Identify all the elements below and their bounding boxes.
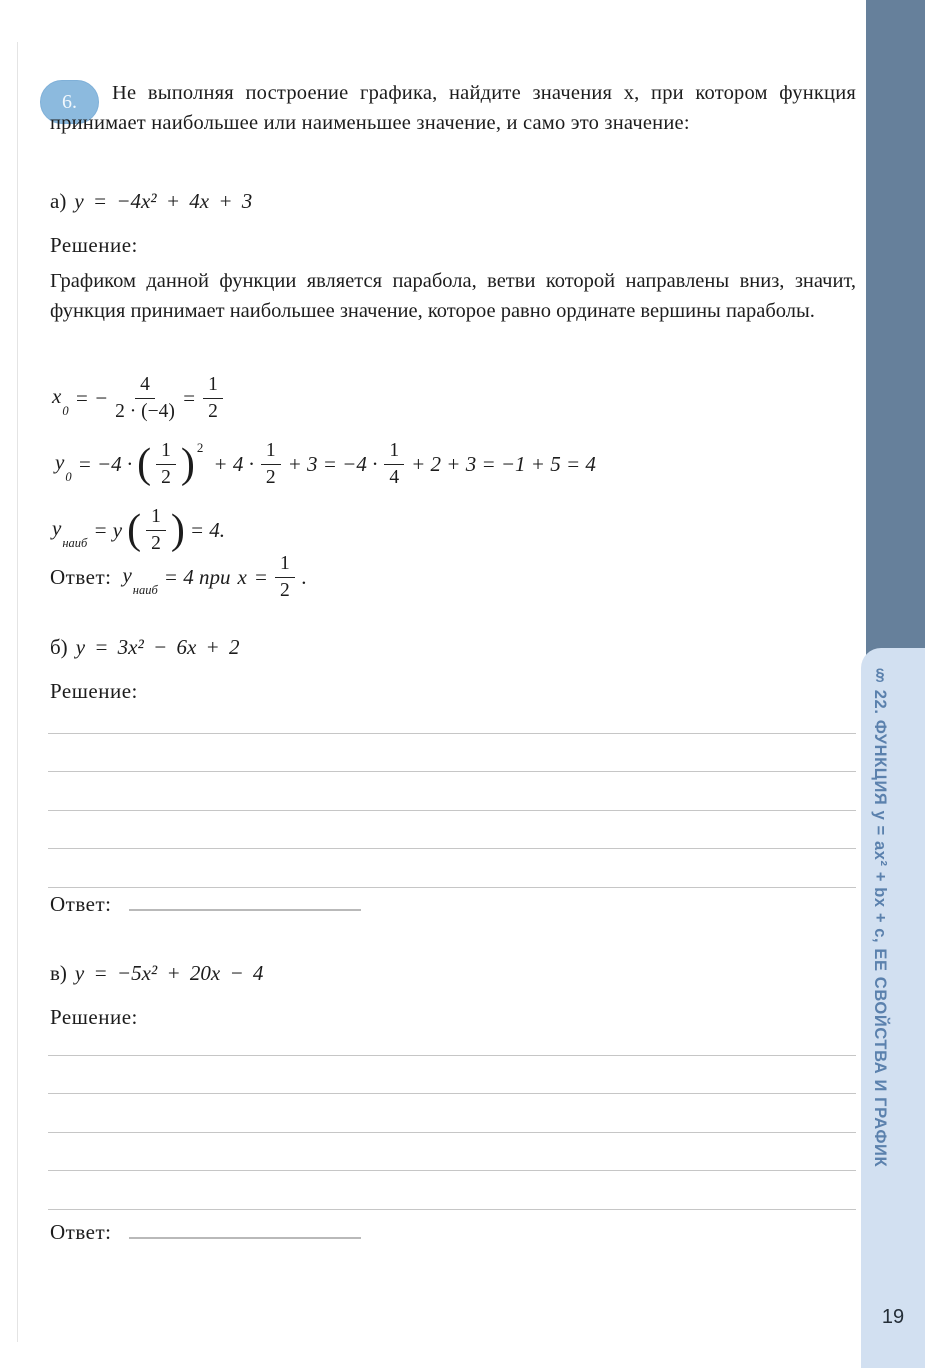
page-number: 19 [881,1306,905,1328]
writing-line [48,1056,856,1095]
close-paren: ) [170,507,185,553]
writing-line [48,811,856,850]
page-edge-line [17,42,18,1342]
answer-operator-2: = [253,564,268,589]
formula-y0 [55,431,596,497]
part-a-label: а) [50,189,67,213]
part-a-answer [50,549,307,605]
answer-blank [129,888,361,911]
part-v-answer-row [50,1216,361,1245]
x0-fraction-2: $\frac{1}{2}$ [203,373,223,423]
formula-x0 [52,368,223,428]
part-v-equation [50,958,263,988]
writing-line [48,1017,856,1056]
part-v-answer-label: Ответ: [50,1220,112,1244]
part-b-answer-row [50,888,361,917]
part-b-solution-label: Решение: [50,679,138,703]
y0-operator-2: + 4 · [213,451,254,476]
part-v-writing-lines [48,1017,856,1210]
part-v-formula: y = −5x² + 20x − 4 [74,961,264,985]
part-v-label: в) [50,961,67,985]
y0-fraction-1: $\frac{1}{2}$ [156,439,176,489]
part-a-formula: y = −4x² + 4x + 3 [74,189,253,213]
x0-operator-2: = [181,385,197,410]
part-a-solution-text: Графиком данной функции является парабола, ветви которой направлены вниз, значит, функция принимает наибольшее значение, которое равно ординате вершины параболы. [50,270,856,322]
part-v-solution-label: Решение: [50,1005,138,1029]
y0-fraction-3: $\frac{1}{4}$ [384,439,404,489]
writing-line [48,734,856,773]
ymax-fraction: $\frac{1}{2}$ [146,505,166,555]
answer-period: . [301,564,307,589]
answer-variable: $y_{наиб}$ [122,562,158,598]
sidebar-dark-strip [866,0,925,657]
x0-operator-1: = − [74,385,109,410]
y0-variable: $y_0$ [55,449,72,485]
ymax-variable: $y_{наиб}$ [52,515,88,551]
writing-line [48,1133,856,1172]
problem-statement: Не выполняя построение графика, найдите значения x, при котором функция принимает наибольшее или наименьшее значение, и само это значение: [50,82,856,134]
part-a-equation [50,186,252,216]
answer-variable-x: x [237,564,247,589]
answer-blank [129,1216,361,1239]
part-b-equation [50,632,239,662]
part-b-writing-lines [48,695,856,888]
writing-line [48,849,856,888]
writing-line [48,1094,856,1133]
answer-operator-1: = 4 при [163,564,231,589]
part-b-answer-label: Ответ: [50,892,112,916]
exponent: 2 [196,440,204,455]
ymax-operator-1: = y [93,517,123,542]
part-b-label: б) [50,635,68,659]
part-b-formula: y = 3x² − 6x + 2 [75,635,240,659]
x0-variable: $x_0$ [52,383,69,419]
writing-line [48,1171,856,1210]
y0-operator-1: = −4 · [77,451,133,476]
part-a-answer-label: Ответ: [50,564,112,589]
sidebar-section-title: § 22. ФУНКЦИЯ y = ax² + bx + c, ЕЕ СВОЙСТВА И ГРАФИК [871,666,889,1168]
close-paren: ) [180,441,195,487]
open-paren: ( [137,441,152,487]
y0-operator-3: + 3 = −4 · [287,451,378,476]
answer-fraction: $\frac{1}{2}$ [275,552,295,602]
y0-operator-4: + 2 + 3 = −1 + 5 = 4 [411,451,596,476]
ymax-operator-2: = 4. [189,517,225,542]
open-paren: ( [127,507,142,553]
part-a-solution-label: Решение: [50,233,138,257]
writing-line [48,772,856,811]
x0-fraction-1: $\frac{4}{2 \cdot (-4)}$ [115,374,175,422]
problem-number: 6. [62,90,77,113]
writing-line [48,695,856,734]
y0-fraction-2: $\frac{1}{2}$ [261,439,281,489]
